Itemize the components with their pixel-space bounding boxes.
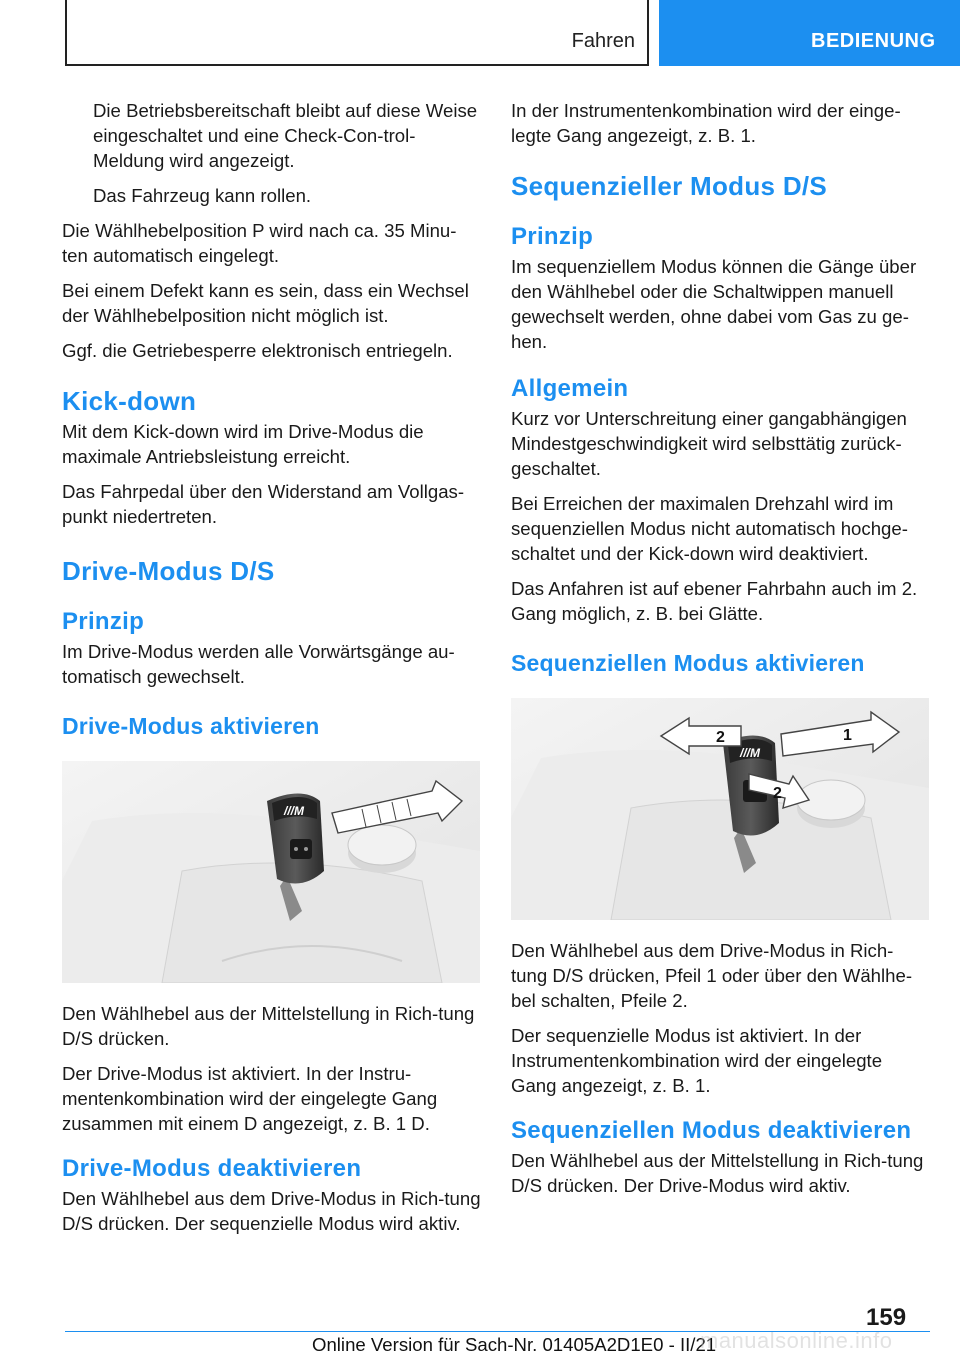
heading-prinzip: Prinzip xyxy=(62,608,145,635)
footer-version-text: Online Version für Sach-Nr. 01405A2D1E0 - II/21 xyxy=(312,1334,717,1355)
gear-selector-illustration-sequential xyxy=(511,698,929,920)
paragraph: Das Fahrzeug kann rollen. xyxy=(93,185,312,206)
header-section-title: Fahren xyxy=(571,30,635,52)
paragraph: In der Instrumentenkombination wird der einge‐legte Gang angezeigt, z. B. 1. xyxy=(511,100,901,146)
right-column xyxy=(511,98,929,1208)
paragraph: Den Wählhebel aus der Mittelstellung in Rich‐tung D/S drücken. xyxy=(62,1003,475,1049)
paragraph: Das Fahrpedal über den Widerstand am Vollgas‐punkt niedertreten. xyxy=(62,481,465,527)
paragraph: Im Drive-Modus werden alle Vorwärtsgänge au‐tomatisch gewechselt. xyxy=(62,641,455,687)
paragraph: Die Betriebsbereitschaft bleibt auf diese Weise eingeschaltet und eine Check-Con‐trol-Meldung wird angezeigt. xyxy=(93,100,478,171)
left-column xyxy=(62,98,482,1246)
heading-sequential-activate: Sequenziellen Modus aktivieren xyxy=(511,650,865,676)
heading-kickdown: Kick-down xyxy=(62,386,197,416)
paragraph: Den Wählhebel aus der Mittelstellung in Rich‐tung D/S drücken. Der Drive-Modus wird aktiv. xyxy=(511,1150,924,1196)
page-number: 159 xyxy=(866,1304,907,1331)
paragraph: Der sequenzielle Modus ist aktiviert. In der Instrumentenkombination wird der eingelegte Gang angezeigt, z. B. 1. xyxy=(511,1025,883,1096)
heading-drive-activate: Drive-Modus aktivieren xyxy=(62,713,320,739)
paragraph: Den Wählhebel aus dem Drive-Modus in Rich‐tung D/S drücken. Der sequenzielle Modus wird aktiv. xyxy=(62,1188,481,1234)
paragraph: Die Wählhebelposition P wird nach ca. 35 Minu‐ten automatisch eingelegt. xyxy=(62,220,457,266)
paragraph: Bei einem Defekt kann es sein, dass ein Wechsel der Wählhebelposition nicht möglich ist. xyxy=(62,280,469,326)
heading-sequential-mode: Sequenzieller Modus D/S xyxy=(511,171,828,201)
arrow-label-2-top: 2 xyxy=(716,729,725,746)
gear-selector-illustration-drive xyxy=(62,761,480,983)
arrow-label-1: 1 xyxy=(843,727,852,744)
paragraph: Der Drive-Modus ist aktiviert. In der Instru‐mentenkombination wird der eingelegte Gang zusammen mit einem D angezeigt, z. B. 1 D. xyxy=(62,1063,438,1134)
arrow-label-2-bottom: 2 xyxy=(773,785,782,802)
paragraph: Den Wählhebel aus dem Drive-Modus in Rich‐tung D/S drücken, Pfeil 1 oder über den Wählhe‐bel schalten, Pfeile 2. xyxy=(511,940,913,1011)
heading-sequential-deactivate: Sequenziellen Modus deaktivieren xyxy=(511,1117,912,1144)
heading-drive-mode: Drive-Modus D/S xyxy=(62,556,275,586)
heading-prinzip: Prinzip xyxy=(511,223,594,250)
paragraph: Kurz vor Unterschreitung einer gangabhängigen Mindestgeschwindigkeit wird selbsttätig zurück‐geschaltet. xyxy=(511,408,907,479)
paragraph: Bei Erreichen der maximalen Drehzahl wird im sequenziellen Modus nicht automatisch hochge‐schaltet und der Kick-down wird deaktiviert. xyxy=(511,493,908,564)
paragraph: Im sequenziellem Modus können die Gänge über den Wählhebel oder die Schaltwippen manuell gewechselt werden, ohne dabei vom Gas zu ge‐hen. xyxy=(511,256,917,352)
heading-allgemein: Allgemein xyxy=(511,375,629,402)
header-chapter-tab: BEDIENUNG xyxy=(659,0,960,66)
paragraph: Mit dem Kick-down wird im Drive-Modus die maximale Antriebsleistung erreicht. xyxy=(62,421,424,467)
watermark: manualsonline.info xyxy=(700,1328,893,1353)
paragraph: Ggf. die Getriebesperre elektronisch entriegeln. xyxy=(62,340,453,361)
svg-text:///M: ///M xyxy=(740,746,760,760)
header-section-box xyxy=(65,0,649,66)
svg-text:///M: ///M xyxy=(284,804,304,818)
paragraph: Das Anfahren ist auf ebener Fahrbahn auch im 2. Gang möglich, z. B. bei Glätte. xyxy=(511,578,918,624)
heading-drive-deactivate: Drive-Modus deaktivieren xyxy=(62,1155,362,1182)
